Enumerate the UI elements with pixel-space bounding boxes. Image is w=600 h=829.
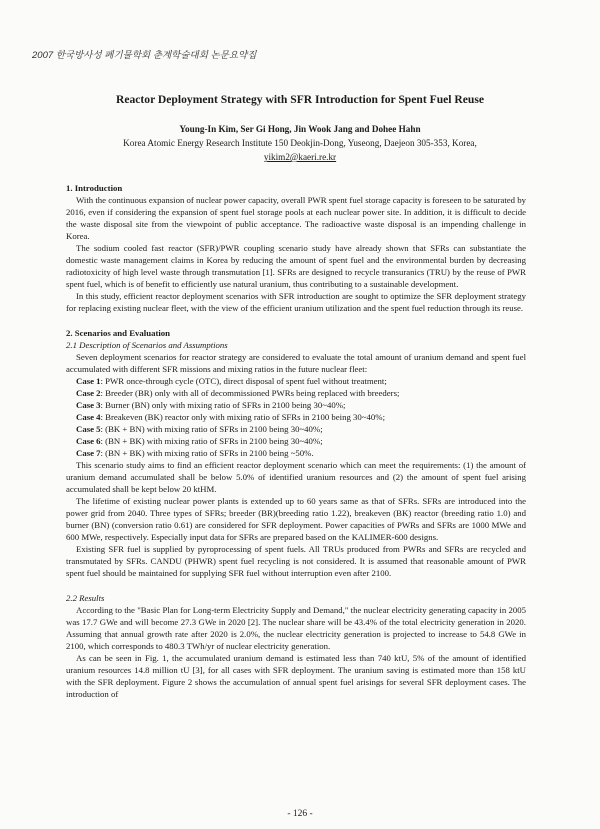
results-paragraph-2: As can be seen in Fig. 1, the accumulated uranium demand is estimated less than 740 ktU, 5% of the amount of identified uranium resources 14.8 million tU [3], for all cases with SFR deployment. The uranium saving is estimated more than 158 ktU with the SFR deployment. Figure 2 shows the accumulation of annual spent fuel arisings for several SFR deployment cases. The introduction of: [66, 652, 526, 699]
section-title-introduction: 1. Introduction: [66, 183, 123, 193]
case-text: : Burner (BN) only with mixing ratio of SFRs in 2100 being 30~40%;: [100, 399, 346, 410]
case-item: [66, 387, 526, 399]
scenarios-paragraph-3: The lifetime of existing nuclear power plants is extended up to 60 years same as that of SFRs. SFRs are introduced into the power grid from 2040. Three types of SFRs; breeder (BR)(breeding ratio 1.22), breakeven (BK) reactor (breeding ratio 1.0) and burner (BN) (conversion ratio 0.61) are considered for SFR deployment. Power capacities of PWRs and SFRs are 1000 MWe and 600 MWe, respectively. Especially input data for SFRs are prepared based on the KALIMER-600 designs.: [66, 496, 526, 543]
case-label: Case 7: [76, 447, 101, 458]
section-title-scenarios: 2. Scenarios and Evaluation: [66, 327, 171, 338]
case-text: : Breakeven (BK) reactor only with mixing ratio of SFRs in 2100 being 30~40%;: [100, 411, 385, 422]
case-item: [66, 447, 526, 459]
intro-paragraph-3: In this study, efficient reactor deployment scenarios with SFR introduction are sought to optimize the SFR deployment strategy for replacing existing nuclear fleet, with the view of the efficient uranium utilization and the spent fuel reduction through its reuse.: [66, 291, 526, 314]
case-label: Case 6: [76, 435, 101, 446]
paper-body: [66, 182, 526, 700]
case-label: Case 3: [76, 399, 101, 410]
scenarios-paragraph-1: Seven deployment scenarios for reactor strategy are considered to evaluate the total amount of uranium demand and spent fuel accumulated with different SFR missions and mixing ratios in the future nuclear fleet:: [66, 351, 526, 374]
case-item: [66, 411, 526, 423]
case-item: [66, 435, 526, 447]
case-label: Case 2: [76, 387, 101, 398]
page-number: - 126 -: [287, 809, 313, 819]
conference-header: 2007 한국방사성 폐기물학회 춘계학술대회 논문요약집: [32, 50, 257, 61]
case-item: [66, 375, 526, 387]
paper-title: Reactor Deployment Strategy with SFR Introduction for Spent Fuel Reuse: [115, 93, 485, 106]
case-label: Case 4: [76, 411, 101, 422]
case-text: : Breeder (BR) only with all of decommissioned PWRs being replaced with breeders;: [100, 387, 400, 398]
paper-affiliation: Korea Atomic Energy Research Institute 150 Deokjin-Dong, Yuseong, Daejeon 305-353, Korea,: [123, 138, 477, 148]
case-item: [66, 423, 526, 435]
scenarios-paragraph-2: This scenario study aims to find an efficient reactor deployment scenario which can meet the requirements: (1) the amount of uranium demand accumulated shall be below 5.0% of identified uranium resources and (2) the amount of spent fuel arising accumulated shall be kept below 20 ktHM.: [66, 460, 526, 495]
case-label: Case 5: [76, 423, 101, 434]
intro-paragraph-2: The sodium cooled fast reactor (SFR)/PWR coupling scenario study have already shown that SFRs can substantiate the domestic waste management claims in Korea by reducing the amount of spent fuel and the environmental burden by decreasing radiotoxicity of high level waste through transmutation [1]. SFRs are designed to recycle transuranics (TRU) by the reuse of PWR spent fuel, which is of benefit to efficiently use natural uranium, thus contributing to a sustainable development.: [66, 243, 526, 290]
author-email-line: [0, 152, 600, 162]
results-paragraph-1: According to the "Basic Plan for Long-term Electricity Supply and Demand," the nuclear electricity generating capacity in 2005 was 17.7 GWe and will become 27.3 GWe in 2020 [2]. The nuclear share will be 43.4% of the total electricity generation in 2020. Assuming that annual growth rate after 2020 is 2.0%, the nuclear electricity generation is projected to increase to 54.8 GWe in 2100, which corresponds to 480.3 TWh/yr of nuclear electricity generation.: [66, 604, 526, 651]
case-text: : (BN + BK) with mixing ratio of SFRs in 2100 being 30~40%;: [100, 435, 323, 446]
case-item: [66, 399, 526, 411]
subsection-title-2-1: 2.1 Description of Scenarios and Assumptions: [66, 339, 228, 350]
case-text: : PWR once-through cycle (OTC), direct disposal of spent fuel without treatment;: [100, 375, 387, 386]
author-email-link[interactable]: yikim2@kaeri.re.kr: [263, 152, 337, 162]
scenarios-paragraph-4: Existing SFR fuel is supplied by pyroprocessing of spent fuels. All TRUs produced from PWRs and SFRs are recycled and transmutated by SFRs. CANDU (PHWR) spent fuel recycling is not considered. It is assumed that reasonable amount of PWR spent fuel should be maintained for supplying SFR fuel without interruption even after 2100.: [66, 544, 526, 579]
intro-paragraph-1: With the continuous expansion of nuclear power capacity, overall PWR spent fuel storage capacity is foreseen to be saturated by 2016, even if considering the expansion of spent fuel storage pools at each nuclear power site. In addition, it is difficult to decide the waste disposal site from the viewpoint of public acceptance. The radioactive waste disposal is an impending challenge in Korea.: [66, 195, 526, 242]
subsection-title-2-2: 2.2 Results: [66, 592, 105, 603]
paper-authors: Young-In Kim, Ser Gi Hong, Jin Wook Jang and Dohee Hahn: [179, 124, 421, 134]
case-text: : (BN + BK) with mixing ratio of SFRs in 2100 being ~50%.: [100, 447, 314, 458]
case-label: Case 1: [76, 375, 101, 386]
case-text: : (BK + BN) with mixing ratio of SFRs in 2100 being 30~40%;: [100, 423, 323, 434]
